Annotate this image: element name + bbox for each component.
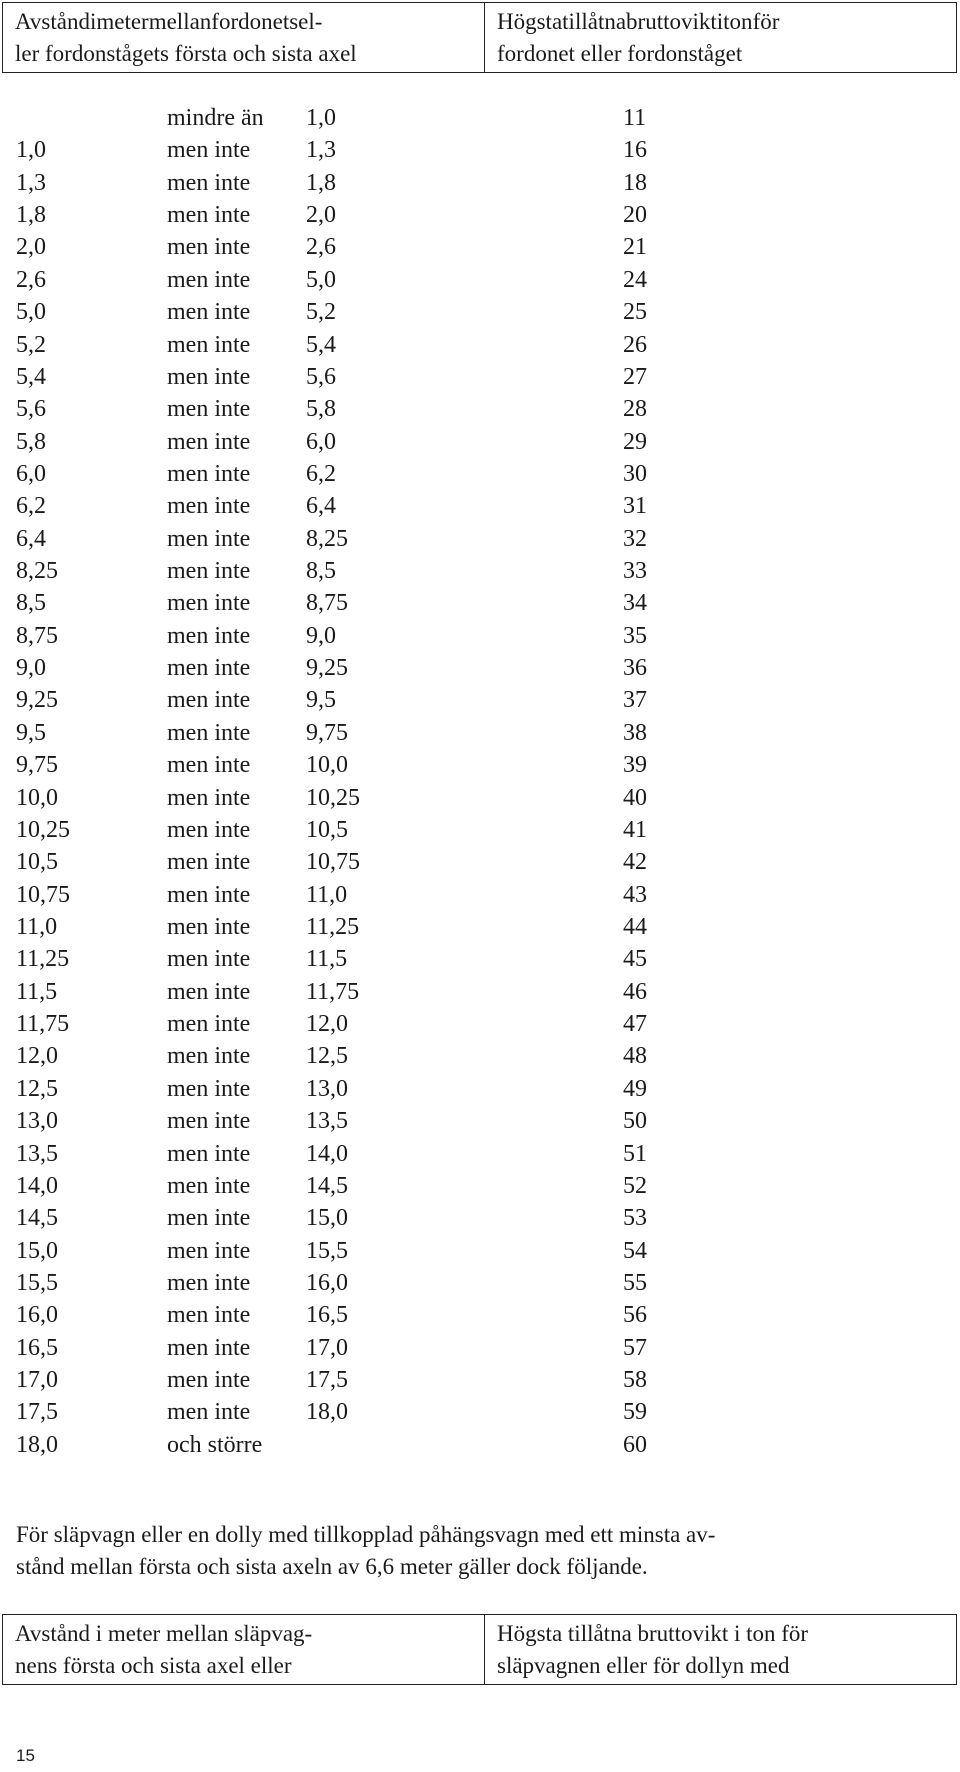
max-weight-cell: 28: [623, 396, 647, 423]
range-qualifier-cell: men inte: [167, 1399, 251, 1426]
max-weight-cell: 39: [623, 752, 647, 779]
max-weight-cell: 37: [623, 687, 647, 714]
table-row: [0, 1105, 960, 1137]
distance-to-cell: 5,8: [306, 396, 336, 423]
distance-from-cell: 9,0: [16, 655, 46, 682]
distance-to-cell: 10,5: [306, 816, 348, 843]
header-cell-trailer-axle-distance: [3, 1615, 485, 1685]
range-qualifier-cell: men inte: [167, 428, 251, 455]
range-qualifier-cell: men inte: [167, 816, 251, 843]
distance-to-cell: 10,75: [306, 849, 360, 876]
distance-from-cell: 12,5: [16, 1075, 58, 1102]
max-weight-cell: 45: [623, 946, 647, 973]
distance-to-cell: 15,5: [306, 1237, 348, 1264]
header-text-line: släpvagnen eller för dollyn med: [497, 1653, 790, 1678]
header-text-line: Högsta tillåtna bruttovikt i ton för: [497, 1621, 809, 1646]
distance-to-cell: 14,0: [306, 1140, 348, 1167]
max-weight-cell: 43: [623, 881, 647, 908]
distance-from-cell: 10,0: [16, 784, 58, 811]
distance-from-cell: 5,4: [16, 363, 46, 390]
distance-to-cell: 5,4: [306, 331, 336, 358]
distance-from-cell: 8,25: [16, 558, 58, 585]
range-qualifier-cell: men inte: [167, 655, 251, 682]
range-qualifier-cell: men inte: [167, 1011, 251, 1038]
table-row: [0, 231, 960, 263]
table-row: [0, 458, 960, 490]
max-weight-cell: 32: [623, 525, 647, 552]
distance-from-cell: 1,0: [16, 137, 46, 164]
range-qualifier-cell: men inte: [167, 396, 251, 423]
range-qualifier-cell: men inte: [167, 622, 251, 649]
max-weight-cell: 49: [623, 1075, 647, 1102]
table-row: [0, 587, 960, 619]
distance-from-cell: 9,25: [16, 687, 58, 714]
note-line: För släpvagn eller en dolly med tillkopplad påhängsvagn med ett minsta av-: [16, 1522, 716, 1547]
table-row: [0, 846, 960, 878]
distance-from-cell: 13,0: [16, 1108, 58, 1135]
range-qualifier-cell: men inte: [167, 784, 251, 811]
header-text-line: Avstånd i meter mellan släpvag-: [15, 1621, 313, 1646]
range-qualifier-cell: men inte: [167, 1367, 251, 1394]
table-row: [0, 1429, 960, 1461]
distance-from-cell: 11,75: [16, 1011, 70, 1038]
max-weight-cell: 58: [623, 1367, 647, 1394]
table-row: [0, 652, 960, 684]
table-row: [0, 943, 960, 975]
distance-to-cell: 9,5: [306, 687, 336, 714]
range-qualifier-cell: men inte: [167, 1140, 251, 1167]
table-row: [0, 717, 960, 749]
table-row: [0, 329, 960, 361]
max-weight-cell: 35: [623, 622, 647, 649]
distance-from-cell: 11,5: [16, 978, 58, 1005]
table-row: [0, 782, 960, 814]
max-weight-cell: 57: [623, 1334, 647, 1361]
weight-table-body: [0, 102, 960, 1461]
table-row: [0, 1235, 960, 1267]
range-qualifier-cell: men inte: [167, 1172, 251, 1199]
header-cell-trailer-max-weight: [485, 1615, 957, 1685]
distance-from-cell: 8,75: [16, 622, 58, 649]
distance-to-cell: 12,5: [306, 1043, 348, 1070]
range-qualifier-cell: men inte: [167, 460, 251, 487]
range-qualifier-cell: men inte: [167, 1237, 251, 1264]
distance-from-cell: 5,2: [16, 331, 46, 358]
distance-from-cell: 11,25: [16, 946, 70, 973]
range-qualifier-cell: men inte: [167, 1205, 251, 1232]
distance-to-cell: 6,2: [306, 460, 336, 487]
header-text-line: fordonet eller fordonståget: [497, 41, 743, 66]
distance-to-cell: 13,0: [306, 1075, 348, 1102]
header-text-line: Avståndimetermellanfordonetsel-: [15, 9, 323, 34]
distance-from-cell: 18,0: [16, 1431, 58, 1458]
range-qualifier-cell: men inte: [167, 493, 251, 520]
distance-from-cell: 9,5: [16, 719, 46, 746]
max-weight-cell: 29: [623, 428, 647, 455]
distance-from-cell: 16,0: [16, 1302, 58, 1329]
distance-from-cell: 12,0: [16, 1043, 58, 1070]
range-qualifier-cell: men inte: [167, 525, 251, 552]
range-qualifier-cell: mindre än: [167, 105, 264, 131]
distance-to-cell: 11,75: [306, 978, 360, 1005]
table-row: [0, 490, 960, 522]
table-row: [0, 749, 960, 781]
range-qualifier-cell: men inte: [167, 752, 251, 779]
max-weight-cell: 52: [623, 1172, 647, 1199]
range-qualifier-cell: men inte: [167, 299, 251, 326]
distance-from-cell: 2,0: [16, 234, 46, 261]
distance-to-cell: 10,0: [306, 752, 348, 779]
range-qualifier-cell: men inte: [167, 169, 251, 196]
table-row: [0, 620, 960, 652]
max-weight-cell: 41: [623, 816, 647, 843]
distance-to-cell: 5,0: [306, 266, 336, 293]
distance-from-cell: 6,2: [16, 493, 46, 520]
table-row: [0, 1073, 960, 1105]
range-qualifier-cell: men inte: [167, 137, 251, 164]
range-qualifier-cell: men inte: [167, 331, 251, 358]
max-weight-cell: 24: [623, 266, 647, 293]
distance-to-cell: 9,25: [306, 655, 348, 682]
distance-from-cell: 6,0: [16, 460, 46, 487]
table-row: [0, 1396, 960, 1428]
max-weight-cell: 50: [623, 1108, 647, 1135]
max-weight-cell: 47: [623, 1011, 647, 1038]
distance-to-cell: 1,0: [306, 105, 336, 131]
max-weight-cell: 20: [623, 202, 647, 229]
header-table-trailer: [2, 1614, 957, 1685]
distance-from-cell: 2,6: [16, 266, 46, 293]
range-qualifier-cell: men inte: [167, 1108, 251, 1135]
distance-from-cell: 5,0: [16, 299, 46, 326]
table-row: [0, 879, 960, 911]
range-qualifier-cell: men inte: [167, 913, 251, 940]
distance-from-cell: 9,75: [16, 752, 58, 779]
max-weight-cell: 54: [623, 1237, 647, 1264]
max-weight-cell: 44: [623, 913, 647, 940]
max-weight-cell: 25: [623, 299, 647, 326]
table-row: [0, 167, 960, 199]
max-weight-cell: 36: [623, 655, 647, 682]
distance-to-cell: 17,0: [306, 1334, 348, 1361]
distance-to-cell: 9,0: [306, 622, 336, 649]
table-row: [0, 976, 960, 1008]
distance-to-cell: 14,5: [306, 1172, 348, 1199]
max-weight-cell: 60: [623, 1431, 647, 1458]
max-weight-cell: 56: [623, 1302, 647, 1329]
max-weight-cell: 21: [623, 234, 647, 261]
max-weight-cell: 51: [623, 1140, 647, 1167]
distance-to-cell: 6,4: [306, 493, 336, 520]
table-row: [0, 1008, 960, 1040]
max-weight-cell: 26: [623, 331, 647, 358]
max-weight-cell: 33: [623, 558, 647, 585]
distance-to-cell: 10,25: [306, 784, 360, 811]
distance-to-cell: 11,5: [306, 946, 348, 973]
distance-from-cell: 6,4: [16, 525, 46, 552]
max-weight-cell: 40: [623, 784, 647, 811]
table-row: [0, 1299, 960, 1331]
note-line: stånd mellan första och sista axeln av 6,6 meter gäller dock följande.: [16, 1554, 648, 1579]
range-qualifier-cell: men inte: [167, 363, 251, 390]
distance-to-cell: 13,5: [306, 1108, 348, 1135]
distance-from-cell: 16,5: [16, 1334, 58, 1361]
distance-from-cell: 11,0: [16, 913, 58, 940]
distance-from-cell: 1,3: [16, 169, 46, 196]
max-weight-cell: 11: [623, 105, 647, 131]
header-text-line: nens första och sista axel eller: [15, 1653, 292, 1678]
table-row: [0, 684, 960, 716]
distance-to-cell: 2,6: [306, 234, 336, 261]
max-weight-cell: 46: [623, 978, 647, 1005]
header-text-line: Högstatillåtnabruttoviktitonför: [497, 9, 780, 34]
max-weight-cell: 34: [623, 590, 647, 617]
distance-from-cell: 10,75: [16, 881, 70, 908]
distance-from-cell: 17,5: [16, 1399, 58, 1426]
table-row: [0, 1170, 960, 1202]
distance-to-cell: 8,75: [306, 590, 348, 617]
distance-to-cell: 1,3: [306, 137, 336, 164]
header-cell-axle-distance: [3, 3, 485, 73]
distance-to-cell: 18,0: [306, 1399, 348, 1426]
distance-to-cell: 16,0: [306, 1269, 348, 1296]
distance-from-cell: 14,0: [16, 1172, 58, 1199]
table-row: [0, 1138, 960, 1170]
distance-to-cell: 17,5: [306, 1367, 348, 1394]
range-qualifier-cell: men inte: [167, 266, 251, 293]
max-weight-cell: 30: [623, 460, 647, 487]
distance-from-cell: 8,5: [16, 590, 46, 617]
table-row: [0, 1202, 960, 1234]
range-qualifier-cell: men inte: [167, 978, 251, 1005]
range-qualifier-cell: men inte: [167, 1043, 251, 1070]
distance-to-cell: 16,5: [306, 1302, 348, 1329]
distance-to-cell: 6,0: [306, 428, 336, 455]
distance-from-cell: 14,5: [16, 1205, 58, 1232]
distance-to-cell: 2,0: [306, 202, 336, 229]
range-qualifier-cell: men inte: [167, 1334, 251, 1361]
table-row: [0, 296, 960, 328]
max-weight-cell: 31: [623, 493, 647, 520]
range-qualifier-cell: men inte: [167, 202, 251, 229]
distance-from-cell: 1,8: [16, 202, 46, 229]
table-row: [0, 555, 960, 587]
distance-to-cell: 8,5: [306, 558, 336, 585]
distance-from-cell: 15,0: [16, 1237, 58, 1264]
table-row: [0, 1040, 960, 1072]
max-weight-cell: 27: [623, 363, 647, 390]
max-weight-cell: 42: [623, 849, 647, 876]
range-qualifier-cell: men inte: [167, 590, 251, 617]
table-row: [0, 199, 960, 231]
distance-to-cell: 5,6: [306, 363, 336, 390]
header-text-line: ler fordonstågets första och sista axel: [15, 41, 357, 66]
table-row: [0, 1332, 960, 1364]
distance-from-cell: 15,5: [16, 1269, 58, 1296]
max-weight-cell: 38: [623, 719, 647, 746]
range-qualifier-cell: men inte: [167, 881, 251, 908]
range-qualifier-cell: men inte: [167, 849, 251, 876]
table-row: [0, 426, 960, 458]
distance-from-cell: 17,0: [16, 1367, 58, 1394]
table-row: [0, 911, 960, 943]
distance-to-cell: 11,0: [306, 881, 348, 908]
max-weight-cell: 16: [623, 137, 647, 164]
table-row: [0, 523, 960, 555]
distance-from-cell: 5,8: [16, 428, 46, 455]
trailer-note-paragraph: [16, 1519, 896, 1583]
range-qualifier-cell: men inte: [167, 1075, 251, 1102]
header-table-vehicle: [2, 2, 957, 73]
max-weight-cell: 53: [623, 1205, 647, 1232]
table-row: [0, 264, 960, 296]
range-qualifier-cell: men inte: [167, 558, 251, 585]
range-qualifier-cell: men inte: [167, 1269, 251, 1296]
table-row: [0, 1267, 960, 1299]
distance-from-cell: 5,6: [16, 396, 46, 423]
table-row: [0, 102, 960, 134]
distance-to-cell: 8,25: [306, 525, 348, 552]
distance-to-cell: 12,0: [306, 1011, 348, 1038]
distance-to-cell: 9,75: [306, 719, 348, 746]
table-row: [0, 361, 960, 393]
distance-to-cell: 15,0: [306, 1205, 348, 1232]
max-weight-cell: 59: [623, 1399, 647, 1426]
table-row: [0, 134, 960, 166]
table-row: [0, 814, 960, 846]
range-qualifier-cell: men inte: [167, 687, 251, 714]
table-row: [0, 393, 960, 425]
distance-to-cell: 11,25: [306, 913, 360, 940]
max-weight-cell: 48: [623, 1043, 647, 1070]
header-cell-max-weight: [485, 3, 957, 73]
distance-from-cell: 13,5: [16, 1140, 58, 1167]
range-qualifier-cell: men inte: [167, 234, 251, 261]
page-number: 15: [16, 1746, 35, 1765]
range-qualifier-cell: men inte: [167, 1302, 251, 1329]
range-qualifier-cell: och större: [167, 1431, 263, 1458]
distance-to-cell: 1,8: [306, 169, 336, 196]
max-weight-cell: 55: [623, 1269, 647, 1296]
range-qualifier-cell: men inte: [167, 946, 251, 973]
range-qualifier-cell: men inte: [167, 719, 251, 746]
distance-from-cell: 10,25: [16, 816, 70, 843]
table-row: [0, 1364, 960, 1396]
distance-from-cell: 10,5: [16, 849, 58, 876]
distance-to-cell: 5,2: [306, 299, 336, 326]
max-weight-cell: 18: [623, 169, 647, 196]
